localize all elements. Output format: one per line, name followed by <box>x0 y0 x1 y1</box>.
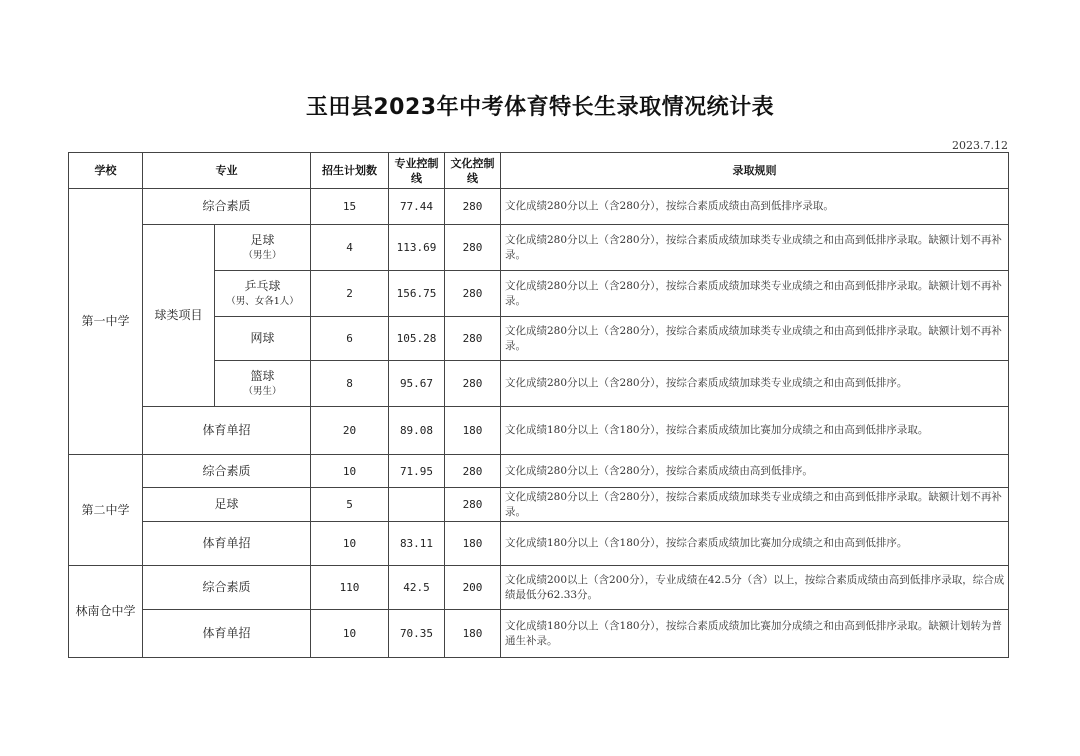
culture-line-cell: 280 <box>445 488 501 522</box>
table-row <box>69 455 1009 488</box>
plan-cell: 2 <box>311 271 389 317</box>
school-cell: 林南仓中学 <box>69 566 143 658</box>
prof-line-cell: 71.95 <box>389 455 445 488</box>
header-school: 学校 <box>69 153 143 189</box>
plan-cell: 10 <box>311 455 389 488</box>
plan-cell: 4 <box>311 225 389 271</box>
major-cell: 综合素质 <box>143 566 311 610</box>
rule-cell: 文化成绩280分以上（含280分），按综合素质成绩加球类专业成绩之和由高到低排序录取。缺额计划不再补录。 <box>501 225 1009 271</box>
culture-line-cell: 280 <box>445 189 501 225</box>
major-sub-label: （男生） <box>243 385 282 397</box>
school-cell: 第一中学 <box>69 189 143 455</box>
header-row <box>69 153 1009 189</box>
culture-line-cell: 280 <box>445 317 501 361</box>
rule-cell: 文化成绩280分以上（含280分），按综合素质成绩加球类专业成绩之和由高到低排序录取。缺额计划不再补录。 <box>501 317 1009 361</box>
prof-line-cell: 77.44 <box>389 189 445 225</box>
rule-cell: 文化成绩280分以上（含280分），按综合素质成绩加球类专业成绩之和由高到低排序录取。缺额计划不再补录。 <box>501 488 1009 522</box>
major-cell <box>215 225 311 271</box>
plan-cell: 5 <box>311 488 389 522</box>
rule-cell: 文化成绩280分以上（含280分），按综合素质成绩由高到低排序。 <box>501 455 1009 488</box>
major-cell: 综合素质 <box>143 455 311 488</box>
plan-cell: 15 <box>311 189 389 225</box>
prof-line-cell: 156.75 <box>389 271 445 317</box>
major-sub-label: （男、女各1人） <box>226 295 299 307</box>
culture-line-cell: 280 <box>445 455 501 488</box>
plan-cell: 10 <box>311 522 389 566</box>
header-culture-line: 文化控制线 <box>445 153 501 189</box>
header-major: 专业 <box>143 153 311 189</box>
culture-line-cell: 180 <box>445 407 501 455</box>
header-rule: 录取规则 <box>501 153 1009 189</box>
table-row <box>69 407 1009 455</box>
rule-cell: 文化成绩200以上（含200分），专业成绩在42.5分（含）以上，按综合素质成绩由高到低排序录取，综合成绩最低分62.33分。 <box>501 566 1009 610</box>
culture-line-cell: 180 <box>445 610 501 658</box>
plan-cell: 10 <box>311 610 389 658</box>
table-row <box>69 610 1009 658</box>
culture-line-cell: 280 <box>445 361 501 407</box>
admission-table <box>68 152 1009 658</box>
rule-cell: 文化成绩180分以上（含180分），按综合素质成绩加比赛加分成绩之和由高到低排序录取。缺额计划转为普通生补录。 <box>501 610 1009 658</box>
major-label: 足球 <box>250 232 275 247</box>
rule-cell: 文化成绩280分以上（含280分），按综合素质成绩加球类专业成绩之和由高到低排序。 <box>501 361 1009 407</box>
rule-cell: 文化成绩280分以上（含280分），按综合素质成绩由高到低排序录取。 <box>501 189 1009 225</box>
major-label: 篮球 <box>250 368 275 383</box>
date-label: 2023.7.12 <box>952 139 1008 152</box>
major-sub-label: （男生） <box>243 249 282 261</box>
culture-line-cell: 180 <box>445 522 501 566</box>
school-cell: 第二中学 <box>69 455 143 566</box>
rule-cell: 文化成绩280分以上（含280分），按综合素质成绩加球类专业成绩之和由高到低排序录取。缺额计划不再补录。 <box>501 271 1009 317</box>
rule-cell: 文化成绩180分以上（含180分），按综合素质成绩加比赛加分成绩之和由高到低排序。 <box>501 522 1009 566</box>
table-row <box>69 225 1009 271</box>
prof-line-cell: 42.5 <box>389 566 445 610</box>
table-row <box>69 488 1009 522</box>
major-label: 乒乓球 <box>244 278 281 293</box>
prof-line-cell: 89.08 <box>389 407 445 455</box>
prof-line-cell: 70.35 <box>389 610 445 658</box>
table-row <box>69 566 1009 610</box>
table-row <box>69 522 1009 566</box>
plan-cell: 8 <box>311 361 389 407</box>
plan-cell: 6 <box>311 317 389 361</box>
major-cell <box>215 361 311 407</box>
prof-line-cell <box>389 488 445 522</box>
culture-line-cell: 200 <box>445 566 501 610</box>
major-cell <box>215 271 311 317</box>
major-cell: 网球 <box>215 317 311 361</box>
prof-line-cell: 105.28 <box>389 317 445 361</box>
ball-group-cell: 球类项目 <box>143 225 215 407</box>
culture-line-cell: 280 <box>445 225 501 271</box>
plan-cell: 110 <box>311 566 389 610</box>
plan-cell: 20 <box>311 407 389 455</box>
rule-cell: 文化成绩180分以上（含180分），按综合素质成绩加比赛加分成绩之和由高到低排序录取。 <box>501 407 1009 455</box>
page-title: 玉田县2023年中考体育特长生录取情况统计表 <box>305 95 775 120</box>
major-cell: 体育单招 <box>143 522 311 566</box>
prof-line-cell: 113.69 <box>389 225 445 271</box>
culture-line-cell: 280 <box>445 271 501 317</box>
prof-line-cell: 83.11 <box>389 522 445 566</box>
header-prof-line: 专业控制线 <box>389 153 445 189</box>
major-cell: 体育单招 <box>143 407 311 455</box>
prof-line-cell: 95.67 <box>389 361 445 407</box>
table-row <box>69 189 1009 225</box>
header-plan: 招生计划数 <box>311 153 389 189</box>
major-cell: 体育单招 <box>143 610 311 658</box>
major-cell: 综合素质 <box>143 189 311 225</box>
major-cell: 足球 <box>143 488 311 522</box>
